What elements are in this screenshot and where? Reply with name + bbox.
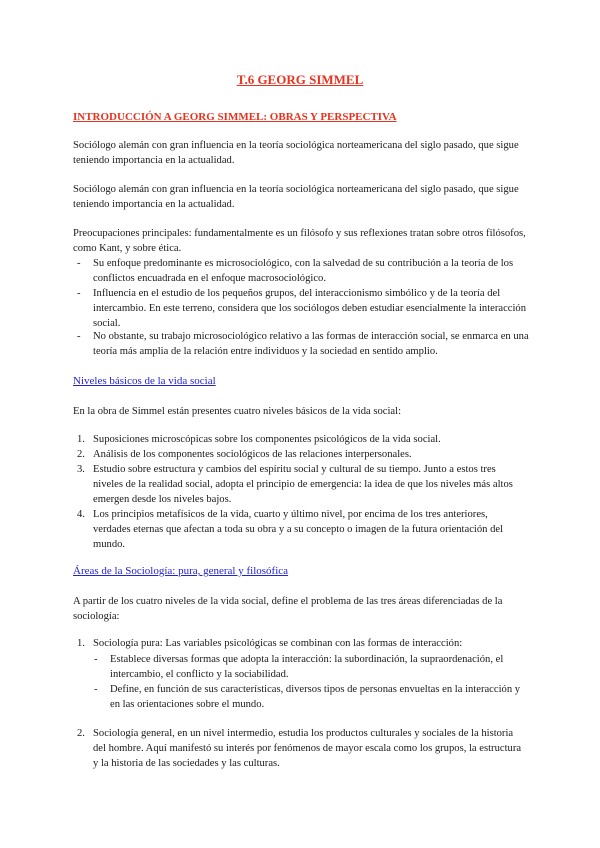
paragraph-niveles-intro: En la obra de Simmel están presentes cuatro niveles básicos de la vida social: [73, 406, 402, 417]
paragraph-preocupaciones: Preocupaciones principales: fundamentalmente es un filósofo y sus reflexiones tratan sobre otros filósofos, como Kant, y sobre ética. [73, 228, 526, 254]
list-item-text: Estudio sobre estructura y cambios del espíritu social y cultural de su tiempo. Junto a estos tres niveles de la realidad social, adopta el principio de emergencia: la idea de que los niveles más altos emergen desde los niveles bajos. [93, 464, 513, 505]
list-number: 1. [77, 434, 85, 445]
list-item-text: No obstante, su trabajo microsociológico relativo a las formas de interacción social, se enmarca en una teoría más amplia de la relación entre individuos y la sociedad en sentido amplio. [93, 331, 529, 357]
list-item-text: Sociología pura: Las variables psicológicas se combinan con las formas de interacción: [93, 638, 463, 649]
page-title: T.6 GEORG SIMMEL [236, 72, 364, 87]
paragraph-intro-1: Sociólogo alemán con gran influencia en la teoría sociológica norteamericana del siglo pasado, que sigue teniendo importancia en la actualidad. [73, 140, 519, 166]
link-areas-sociologia[interactable]: Áreas de la Sociología: pura, general y filosófica [73, 565, 289, 577]
list-item-text: Análisis de los componentes sociológicos de las relaciones interpersonales. [93, 449, 412, 460]
list-item-text: Su enfoque predominante es microsociológico, con la salvedad de su contribución a la teoría de los conflictos encuadrada en el enfoque macrosociológico. [93, 258, 514, 284]
bullet-dash: - [94, 654, 98, 665]
bullet-dash: - [77, 331, 81, 342]
list-item-text: Define, en función de sus características, diversos tipos de personas envueltas en la interacción y en las orientaciones sobre el mundo. [110, 684, 521, 710]
list-number: 2. [77, 449, 85, 460]
section-heading-introduccion: INTRODUCCIÓN A GEORG SIMMEL: OBRAS Y PERSPECTIVA [73, 111, 397, 123]
list-item [77, 636, 523, 651]
list-item-text: Suposiciones microscópicas sobre los componentes psicológicos de la vida social. [93, 434, 441, 445]
list-number: 4. [77, 509, 85, 520]
list-item [77, 462, 523, 507]
bullet-dash: - [77, 258, 81, 269]
list-item [77, 507, 523, 552]
paragraph-areas-intro: A partir de los cuatro niveles de la vida social, define el problema de las tres áreas diferenciadas de la sociología: [73, 596, 503, 622]
list-item [77, 726, 523, 771]
list-number: 1. [77, 638, 85, 649]
paragraph-intro-2: Sociólogo alemán con gran influencia en la teoría sociológica norteamericana del siglo pasado, que sigue teniendo importancia en la actualidad. [73, 184, 519, 210]
list-number: 2. [77, 728, 85, 739]
list-item [77, 256, 533, 286]
list-item-text: Influencia en el estudio de los pequeños grupos, del interaccionismo simbólico y de la teoría del intercambio. En este terreno, considera que los sociólogos deben estudiar esencialmente la interacción social. [93, 288, 527, 329]
list-item-text: Establece diversas formas que adopta la interacción: la subordinación, la supraordenación, el intercambio, el conflicto y la sociabilidad. [110, 654, 504, 680]
list-item [94, 682, 525, 712]
bullet-dash: - [94, 684, 98, 695]
list-item-text: Sociología general, en un nivel intermedio, estudia los productos culturales y sociales de la historia del hombre. Aquí manifestó su interés por fenómenos de mayor escala como los grupos, la estructura y la historia de las sociedades y las culturas. [93, 728, 522, 769]
list-item [77, 329, 533, 359]
list-item-text: Los principios metafísicos de la vida, cuarto y último nivel, por encima de los tres anteriores, verdades eternas que afectan a toda su obra y a su concepto o imagen de la futura orientación del mundo. [93, 509, 504, 550]
list-item [94, 652, 525, 682]
list-item [77, 286, 533, 331]
list-item [77, 447, 523, 462]
link-niveles-basicos[interactable]: Niveles básicos de la vida social [73, 375, 216, 387]
list-number: 3. [77, 464, 85, 475]
list-item [77, 432, 523, 447]
bullet-dash: - [77, 288, 81, 299]
